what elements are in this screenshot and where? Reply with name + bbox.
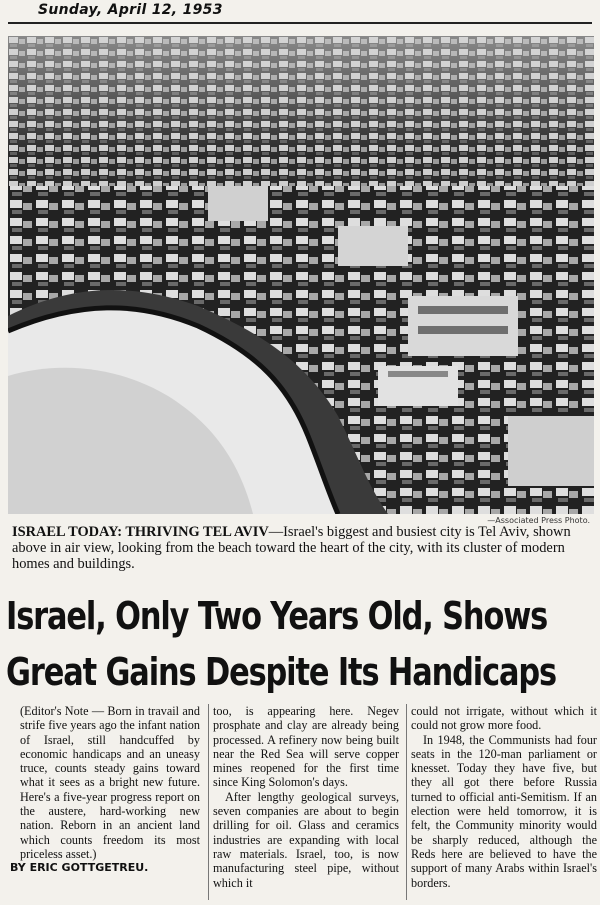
- dateline: Sunday, April 12, 1953: [38, 2, 223, 18]
- article-paragraph: In 1948, the Communists had four seats in the 120-man parliament or knesset. Today they have five, but they all got there before Russia turned to official anti-Semitism. If an election were held tomorrow, it is felt, the Community minority would be sharply reduced, although the Reds here are believed to have the support of many Arabs within Israel's borders.: [411, 732, 597, 890]
- headline-line-2: Great Gains Despite Its Handicaps: [6, 650, 556, 694]
- article-paragraph: After lengthy geological surveys, seven companies are about to begin drilling for oil. Glass and ceramics industries are expanding with local raw materials. Israel, too, is now manufacturing steel pipe, without which it: [213, 789, 399, 890]
- article-paragraph: could not irrigate, without which it could not grow more food.: [411, 704, 597, 733]
- aerial-photo-tel-aviv: [8, 36, 594, 514]
- article-paragraph: too, is appearing here. Negev prosphate and clay are already being processed. A refinery now being built near the Red Sea will serve copper mines reopened for the first time since King Solomon's days.: [213, 704, 399, 790]
- caption-lead: ISRAEL TODAY: THRIVING TEL AVIV: [12, 524, 269, 540]
- article-body: [10, 704, 598, 900]
- headline-line-1: Israel, Only Two Years Old, Shows: [6, 594, 548, 638]
- caption-text: —Israel's biggest and busiest city is Tel Aviv, shown above in air view, looking from the beach toward the heart of the city, with its cluster of modern homes and buildings.: [12, 524, 571, 572]
- byline: BY ERIC GOTTGETREU.: [10, 861, 149, 875]
- top-rule: [8, 22, 592, 24]
- headline: [6, 588, 556, 700]
- editors-note: (Editor's Note — Born in travail and strife five years ago the infant nation of Israel, still handcuffed by economic handicaps and an uneasy truce, counts steady gains toward what it sees as a bright new future. Here's a five-year progress report on the austere, hard-working new nation. Reborn in an ancient land which counts freedom its most priceless asset.): [20, 704, 200, 861]
- article-column-1: [10, 704, 200, 900]
- article-column-2: [208, 704, 399, 900]
- photo-credit: —Associated Press Photo.: [487, 516, 590, 525]
- photo-caption: [12, 524, 588, 572]
- article-column-3: [406, 704, 597, 900]
